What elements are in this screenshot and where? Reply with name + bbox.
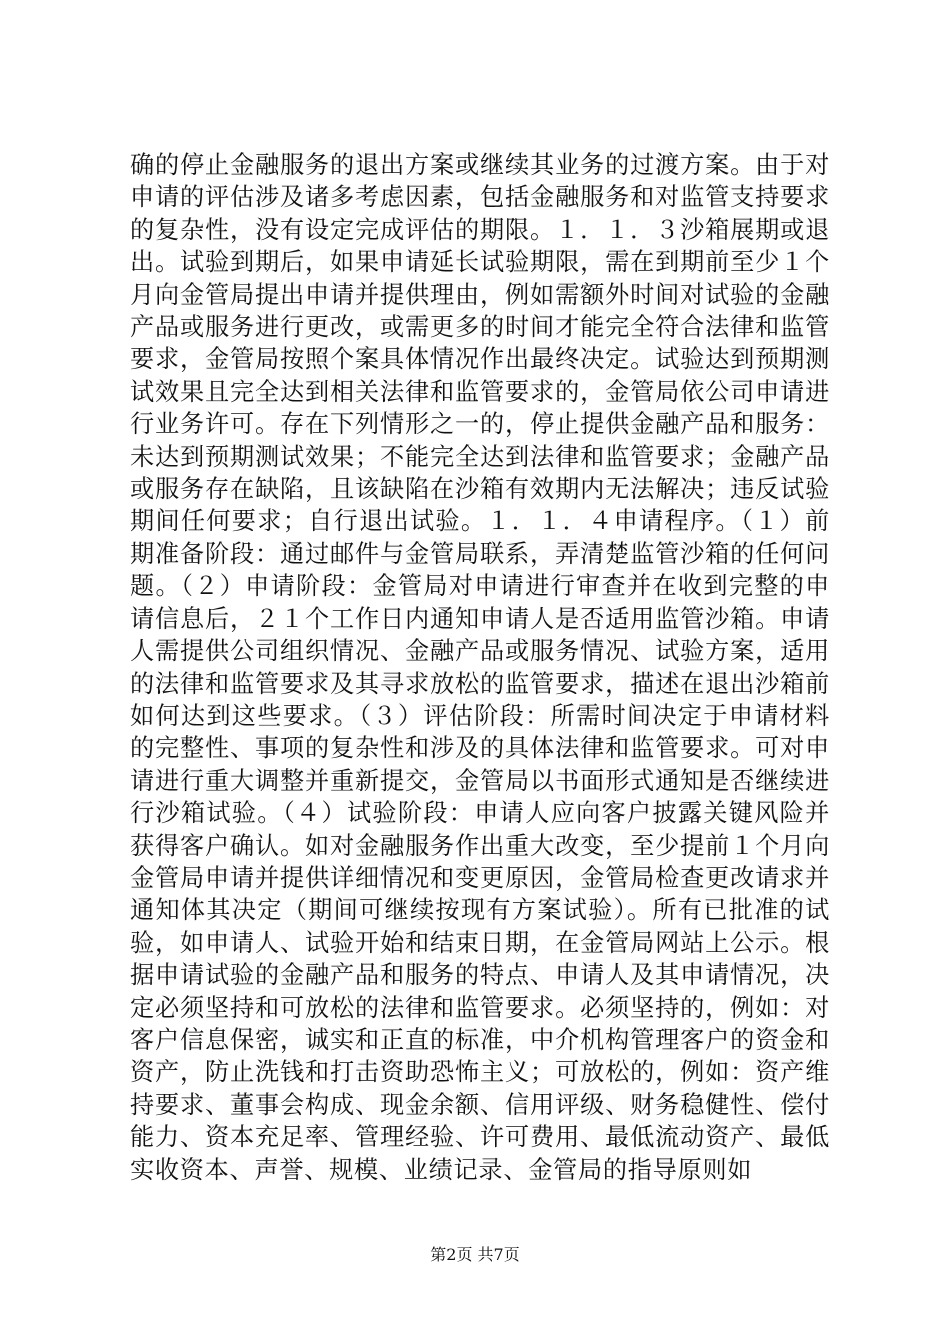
body-paragraph: 确的停止金融服务的退出方案或继续其业务的过渡方案。由于对申请的评估涉及诸多考虑因素，包括金融服务和对监管支持要求的复杂性，没有设定完成评估的期限。１．１．３沙箱展期或退出。试验到期后，如果申请延长试验期限，需在到期前至少１个月向金管局提出申请并提供理由，例如需额外时间对试验的金融产品或服务进行更改，或需更多的时间才能完全符合法律和监管要求，金管局按照个案具体情况作出最终决定。试验达到预期测试效果且完全达到相关法律和监管要求的，金管局依公司申请进行业务许可。存在下列情形之一的，停止提供金融产品和服务：未达到预期测试效果；不能完全达到法律和监管要求；金融产品或服务存在缺陷，且该缺陷在沙箱有效期内无法解决；违反试验期间任何要求；自行退出试验。１．１．４申请程序。（１）前期准备阶段：通过邮件与金管局联系，弄清楚监管沙箱的任何问题。（２）申请阶段：金管局对申请进行审查并在收到完整的申请信息后，２１个工作日内通知申请人是否适用监管沙箱。申请人需提供公司组织情况、金融产品或服务情况、试验方案，适用的法律和监管要求及其寻求放松的监管要求，描述在退出沙箱前如何达到这些要求。（３）评估阶段：所需时间决定于申请材料的完整性、事项的复杂性和涉及的具体法律和监管要求。可对申请进行重大调整并重新提交，金管局以书面形式通知是否继续进行沙箱试验。（４）试验阶段：申请人应向客户披露关键风险并获得客户确认。如对金融服务作出重大改变，至少提前１个月向金管局申请并提供详细情况和变更原因，金管局检查更改请求并通知体其决定（期间可继续按现有方案试验）。所有已批准的试验，如申请人、试验开始和结束日期，在金管局网站上公示。根据申请试验的金融产品和服务的特点、申请人及其申请情况，决定必须坚持和可放松的法律和监管要求。必须坚持的，例如：对客户信息保密，诚实和正直的标准，中介机构管理客户的资金和资产，防止洗钱和打击资助恐怖主义；可放松的，例如：资产维持要求、董事会构成、现金余额、信用评级、财务稳健性、偿付能力、资本充足率、管理经验、许可费用、最低流动资产、最低实收资本、声誉、规模、业绩记录、金管局的指导原则如 [130, 151, 830, 1184]
page-number-footer: 第2页 共7页 [430, 1245, 520, 1264]
